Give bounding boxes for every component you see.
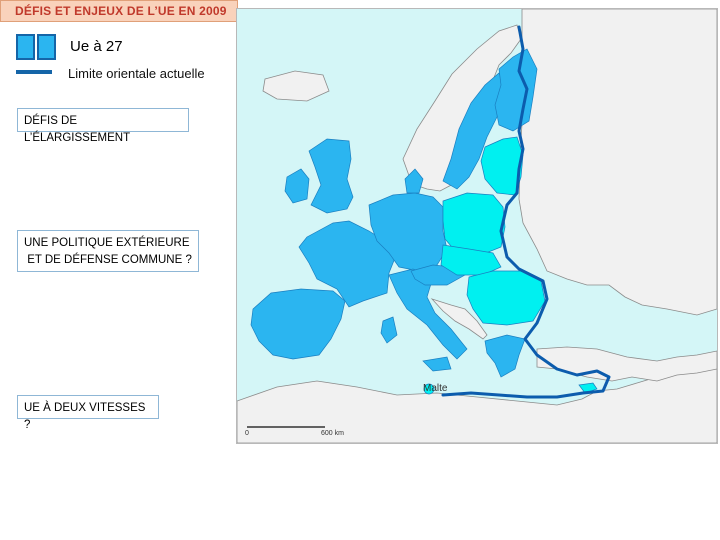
region-romania-bulgaria: [467, 271, 545, 325]
europe-map: [236, 8, 718, 444]
land-iceland: [263, 71, 329, 101]
border-legend-label: Limite orientale actuelle: [68, 66, 205, 81]
page-title: DÉFIS ET ENJEUX DE L’UE EN 2009: [0, 0, 238, 22]
region-greece: [485, 335, 525, 377]
challenge-enlargement: DÉFIS DE L’ÉLARGISSEMENT: [17, 108, 189, 132]
eu27-legend-label: Ue à 27: [70, 38, 123, 55]
region-uk: [309, 139, 353, 213]
scale-start: 0: [245, 430, 249, 437]
border-legend-line: [16, 70, 52, 74]
region-ireland: [285, 169, 309, 203]
challenge-foreign-policy: UNE POLITIQUE EXTÉRIEURE ET DE DÉFENSE COMMUNE ?: [17, 230, 199, 272]
region-sardinia: [381, 317, 397, 343]
region-iberia: [251, 289, 345, 359]
malta-label: Malte: [423, 383, 448, 394]
challenge-two-speed: UE À DEUX VITESSES ?: [17, 395, 159, 419]
land-russia-east: [519, 9, 717, 315]
scale-end: 600 km: [321, 430, 344, 437]
region-sicily: [423, 357, 451, 371]
eu27-legend-swatch: [16, 34, 56, 60]
region-poland: [443, 193, 505, 255]
